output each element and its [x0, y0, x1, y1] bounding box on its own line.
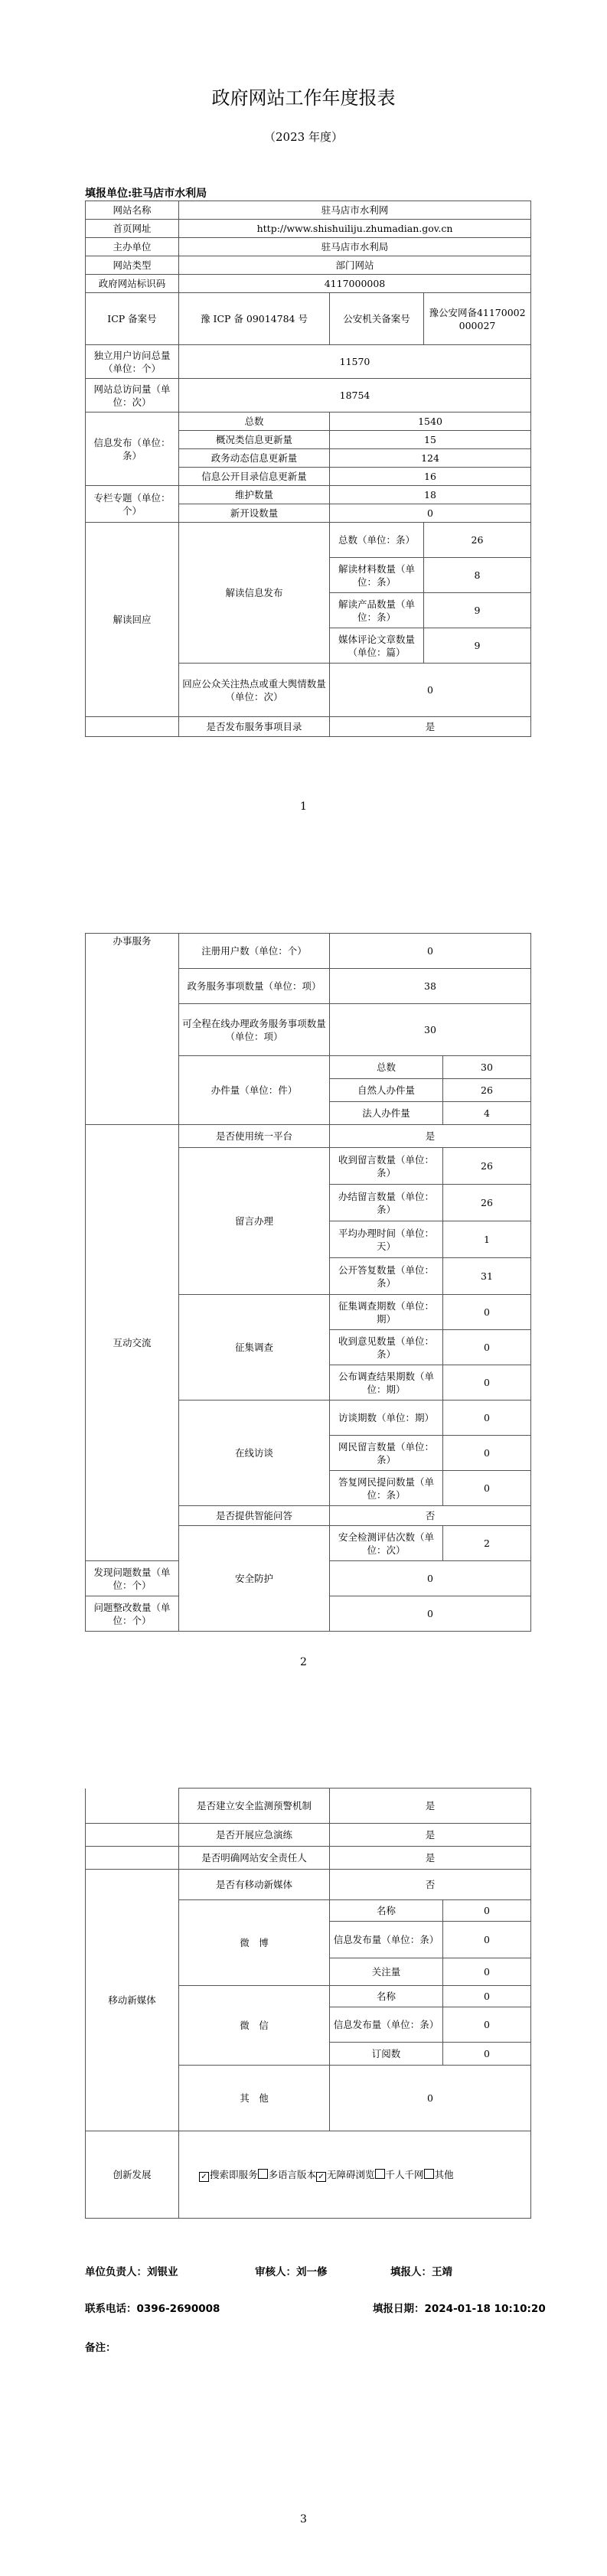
site-code: 4117000008 — [179, 275, 531, 293]
interview-msgs: 0 — [443, 1436, 531, 1471]
survey-count-label: 征集调查期数（单位：期） — [330, 1295, 443, 1330]
sponsor: 驻马店市水利局 — [179, 238, 531, 256]
service-catalog-label: 是否发布服务事项目录 — [179, 717, 330, 737]
psb-number: 豫公安网备41170002000027 — [424, 293, 531, 345]
interview-msgs-label: 网民留言数量（单位：条） — [330, 1436, 443, 1471]
icp-number: 豫 ICP 备 09014784 号 — [179, 293, 330, 345]
services-handled-total-label: 总数 — [330, 1056, 443, 1079]
psb-label: 公安机关备案号 — [330, 293, 424, 345]
columns-new-label: 新开设数量 — [179, 504, 330, 523]
mail-received-label: 收到留言数量（单位：条） — [330, 1148, 443, 1185]
interview-answers: 0 — [443, 1471, 531, 1506]
page-number-2: 2 — [300, 1656, 307, 1668]
weibo-name-label: 名称 — [330, 1900, 443, 1922]
info-news: 124 — [330, 449, 531, 468]
innovation-label: 创新发展 — [86, 2131, 179, 2219]
interaction-label: 互动交流 — [86, 1125, 179, 1561]
visitors: 11570 — [179, 345, 531, 379]
innovation-option[interactable]: ✓ 搜索即服务 — [199, 2169, 258, 2180]
columns-maintain-label: 维护数量 — [179, 486, 330, 504]
warning-label: 是否建立安全监测预警机制 — [179, 1789, 330, 1824]
mail-avg-label: 平均办理时间（单位：天） — [330, 1221, 443, 1258]
interpret-media: 9 — [424, 628, 531, 664]
reporting-unit: 填报单位:驻马店市水利局 — [85, 187, 207, 200]
unified-platform: 是 — [330, 1125, 531, 1148]
report-table-3 — [85, 1788, 531, 2219]
mobile-has: 否 — [330, 1870, 531, 1900]
survey-label: 征集调查 — [179, 1295, 330, 1400]
interpret-media-label: 媒体评论文章数量（单位：篇） — [330, 628, 424, 664]
mail-public: 31 — [443, 1258, 531, 1295]
home-url: http://www.shishuiliju.zhumadian.gov.cn — [179, 220, 531, 238]
weibo-posts: 0 — [443, 1922, 531, 1958]
innovation-options — [179, 2131, 531, 2219]
drill: 是 — [330, 1824, 531, 1847]
other-media: 0 — [330, 2066, 531, 2131]
innovation-option[interactable]: 其他 — [424, 2169, 454, 2180]
info-total: 1540 — [330, 412, 531, 431]
services-legal-label: 法人办件量 — [330, 1102, 443, 1125]
interpret-product-label: 解读产品数量（单位：条） — [330, 593, 424, 628]
interview-count: 0 — [443, 1400, 531, 1436]
security-found: 0 — [330, 1561, 531, 1596]
home-url-label: 首页网址 — [86, 220, 179, 238]
innovation-option[interactable]: 千人千网 — [375, 2169, 424, 2180]
services-items-label: 政务服务事项数量（单位：项） — [179, 969, 330, 1004]
security-tests-label: 安全检测评估次数（单位：次） — [330, 1526, 443, 1561]
weibo-name: 0 — [443, 1900, 531, 1922]
columns-label: 专栏专题（单位：个） — [86, 486, 179, 523]
reviewer: 审核人：刘一修 — [255, 2266, 328, 2278]
services-legal: 4 — [443, 1102, 531, 1125]
services-label: 办事服务 — [86, 934, 179, 1125]
wechat-posts: 0 — [443, 2007, 531, 2043]
interpret-product: 9 — [424, 593, 531, 628]
owner: 是 — [330, 1847, 531, 1870]
wechat-subs-label: 订阅数 — [330, 2043, 443, 2066]
interview-label: 在线访谈 — [179, 1400, 330, 1506]
info-overview-label: 概况类信息更新量 — [179, 431, 330, 449]
site-name-label: 网站名称 — [86, 201, 179, 220]
interpret-total-label: 总数（单位：条） — [330, 523, 424, 558]
info-label: 信息发布（单位：条） — [86, 412, 179, 486]
weibo-label: 微 博 — [179, 1900, 330, 1986]
wechat-name-label: 名称 — [330, 1986, 443, 2007]
services-handled-total: 30 — [443, 1056, 531, 1079]
info-total-label: 总数 — [179, 412, 330, 431]
mail-done-label: 办结留言数量（单位：条） — [330, 1185, 443, 1221]
wechat-posts-label: 信息发布量（单位：条） — [330, 2007, 443, 2043]
interpret-response-label: 回应公众关注热点或重大舆情数量（单位：次） — [179, 664, 330, 717]
unified-platform-label: 是否使用统一平台 — [179, 1125, 330, 1148]
mail-public-label: 公开答复数量（单位：条） — [330, 1258, 443, 1295]
fill-date: 填报日期：2024-01-18 10:10:20 — [373, 2303, 546, 2315]
interpret-material-label: 解读材料数量（单位：条） — [330, 558, 424, 593]
innovation-option[interactable]: 多语言版本 — [258, 2169, 317, 2180]
checkbox-icon[interactable]: ✓ — [316, 2172, 326, 2182]
services-online-label: 可全程在线办理政务服务事项数量（单位：项） — [179, 1004, 330, 1056]
security-found-label: 发现问题数量（单位：个） — [86, 1561, 179, 1596]
other-media-label: 其 他 — [179, 2066, 330, 2131]
security-fixed-label: 问题整改数量（单位：个） — [86, 1596, 179, 1632]
weibo-follow-label: 关注量 — [330, 1958, 443, 1986]
interview-count-label: 访谈期数（单位：期） — [330, 1400, 443, 1436]
interpret-response: 0 — [330, 664, 531, 717]
remark: 备注： — [85, 2342, 116, 2354]
survey-opinions-label: 收到意见数量（单位：条） — [330, 1330, 443, 1365]
page-title: 政府网站工作年度报表 — [211, 87, 396, 109]
info-catalog: 16 — [330, 468, 531, 486]
wechat-subs: 0 — [443, 2043, 531, 2066]
visitors-label: 独立用户访问总量（单位：个） — [86, 345, 179, 379]
smart-qa: 否 — [330, 1506, 531, 1526]
checkbox-icon[interactable] — [258, 2169, 268, 2179]
checkbox-icon[interactable]: ✓ — [199, 2172, 209, 2182]
contact-phone: 联系电话：0396-2690008 — [85, 2303, 220, 2315]
views-label: 网站总访问量（单位：次） — [86, 379, 179, 412]
drill-label: 是否开展应急演练 — [179, 1824, 330, 1847]
survey-count: 0 — [443, 1295, 531, 1330]
views: 18754 — [179, 379, 531, 412]
mail-label: 留言办理 — [179, 1148, 330, 1295]
services-items: 38 — [330, 969, 531, 1004]
weibo-follow: 0 — [443, 1958, 531, 1986]
wechat-name: 0 — [443, 1986, 531, 2007]
page-number-1: 1 — [300, 801, 307, 813]
wechat-label: 微 信 — [179, 1986, 330, 2066]
services-online: 30 — [330, 1004, 531, 1056]
page-subtitle: （2023 年度） — [264, 130, 343, 144]
report-table-2 — [85, 933, 531, 1632]
mobile-has-label: 是否有移动新媒体 — [179, 1870, 330, 1900]
security-fixed: 0 — [330, 1596, 531, 1632]
info-catalog-label: 信息公开目录信息更新量 — [179, 468, 330, 486]
service-catalog: 是 — [330, 717, 531, 737]
columns-maintain: 18 — [330, 486, 531, 504]
services-natural-label: 自然人办件量 — [330, 1079, 443, 1102]
checkbox-icon[interactable] — [375, 2169, 385, 2179]
info-news-label: 政务动态信息更新量 — [179, 449, 330, 468]
warning: 是 — [330, 1789, 531, 1824]
smart-qa-label: 是否提供智能问答 — [179, 1506, 330, 1526]
filler: 填报人：王靖 — [390, 2266, 452, 2278]
owner-label: 是否明确网站安全责任人 — [179, 1847, 330, 1870]
weibo-posts-label: 信息发布量（单位：条） — [330, 1922, 443, 1958]
mobile-label: 移动新媒体 — [86, 1870, 179, 2131]
innovation-option[interactable]: ✓ 无障碍浏览 — [316, 2169, 375, 2180]
mail-avg: 1 — [443, 1221, 531, 1258]
site-name: 驻马店市水利网 — [179, 201, 531, 220]
services-users: 0 — [330, 934, 531, 969]
site-code-label: 政府网站标识码 — [86, 275, 179, 293]
interpret-material: 8 — [424, 558, 531, 593]
interpret-total: 26 — [424, 523, 531, 558]
mail-done: 26 — [443, 1185, 531, 1221]
services-natural: 26 — [443, 1079, 531, 1102]
security-label: 安全防护 — [179, 1526, 330, 1632]
security-tests: 2 — [443, 1526, 531, 1561]
interpret-label: 解读回应 — [86, 523, 179, 717]
interview-answers-label: 答复网民提问数量（单位：条） — [330, 1471, 443, 1506]
survey-opinions: 0 — [443, 1330, 531, 1365]
site-type: 部门网站 — [179, 256, 531, 275]
site-type-label: 网站类型 — [86, 256, 179, 275]
info-overview: 15 — [330, 431, 531, 449]
survey-results-label: 公布调查结果期数（单位：期） — [330, 1365, 443, 1400]
sponsor-label: 主办单位 — [86, 238, 179, 256]
page-number-3: 3 — [300, 2513, 307, 2525]
columns-new: 0 — [330, 504, 531, 523]
interpret-publish-label: 解读信息发布 — [179, 523, 330, 664]
checkbox-icon[interactable] — [424, 2169, 434, 2179]
report-table-1 — [85, 201, 531, 737]
icp-label: ICP 备案号 — [86, 293, 179, 345]
services-handled-label: 办件量（单位：件） — [179, 1056, 330, 1125]
services-users-label: 注册用户数（单位：个） — [179, 934, 330, 969]
mail-received: 26 — [443, 1148, 531, 1185]
unit-leader: 单位负责人：刘银业 — [85, 2266, 178, 2278]
survey-results: 0 — [443, 1365, 531, 1400]
